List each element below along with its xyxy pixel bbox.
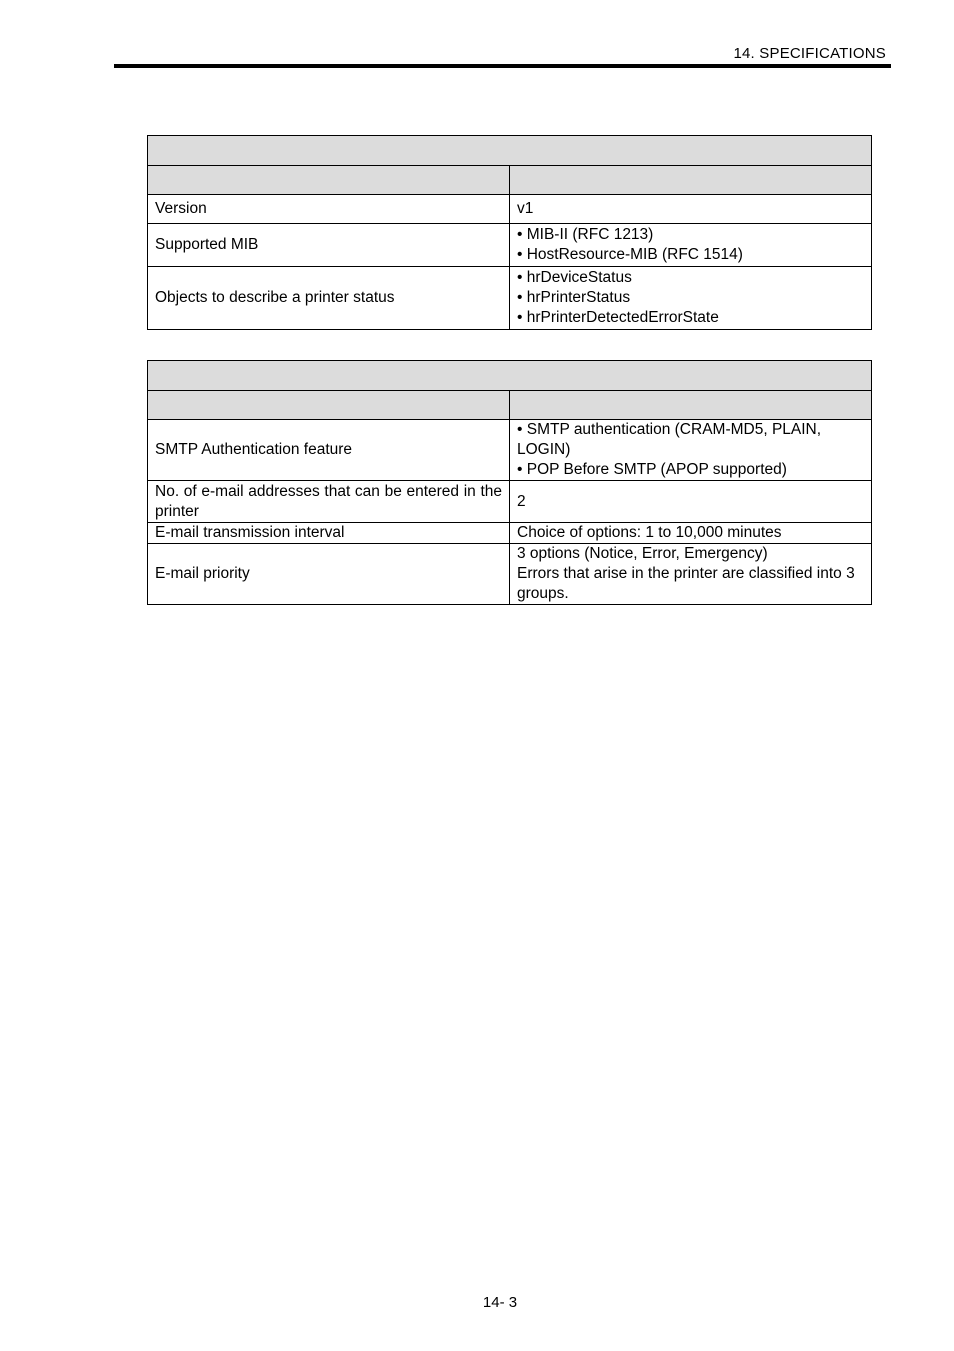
value-line: Choice of options: 1 to 10,000 minutes bbox=[517, 524, 782, 541]
email-spec-table bbox=[147, 360, 872, 605]
table-row bbox=[148, 267, 872, 330]
page-number: 14- 3 bbox=[482, 1294, 518, 1311]
row-label: Version bbox=[148, 195, 510, 224]
table-column-header-row bbox=[148, 391, 872, 420]
value-line: Errors that arise in the printer are classified into 3 groups. bbox=[517, 565, 855, 602]
column-header-item bbox=[148, 166, 510, 195]
table-row bbox=[148, 195, 872, 224]
row-value bbox=[510, 523, 872, 544]
table-row bbox=[148, 523, 872, 544]
table-row bbox=[148, 544, 872, 605]
value-line: • hrDeviceStatus bbox=[517, 269, 632, 286]
value-line: 3 options (Notice, Error, Emergency) bbox=[517, 545, 768, 562]
value-line: • hrPrinterStatus bbox=[517, 289, 631, 306]
row-value bbox=[510, 224, 872, 267]
row-label: No. of e-mail addresses that can be entered in the printer bbox=[148, 481, 510, 523]
column-header-item bbox=[148, 391, 510, 420]
table-title-row bbox=[148, 136, 872, 166]
table-title-cell bbox=[148, 136, 872, 166]
value-line: 2 bbox=[517, 492, 526, 510]
snmp-spec-table bbox=[147, 135, 872, 330]
column-header-specification bbox=[510, 391, 872, 420]
column-header-specification bbox=[510, 166, 872, 195]
table-title-cell bbox=[148, 361, 872, 391]
value-line: • HostResource-MIB (RFC 1514) bbox=[517, 246, 743, 263]
value-line: • hrPrinterDetectedErrorState bbox=[517, 309, 719, 326]
table-row bbox=[148, 481, 872, 523]
table-title-row bbox=[148, 361, 872, 391]
value-line: • SMTP authentication (CRAM-MD5, PLAIN, LOGIN) bbox=[517, 421, 822, 458]
value-line: • MIB-II (RFC 1213) bbox=[517, 226, 654, 243]
table-column-header-row bbox=[148, 166, 872, 195]
row-label: SMTP Authentication feature bbox=[148, 420, 510, 481]
row-label: E-mail transmission interval bbox=[148, 523, 510, 544]
row-value bbox=[510, 420, 872, 481]
row-value bbox=[510, 481, 872, 523]
row-label: Supported MIB bbox=[148, 224, 510, 267]
section-header: 14. SPECIFICATIONS bbox=[733, 45, 886, 62]
row-value bbox=[510, 195, 872, 224]
row-label: E-mail priority bbox=[148, 544, 510, 605]
value-line: v1 bbox=[517, 200, 534, 217]
row-label: Objects to describe a printer status bbox=[148, 267, 510, 330]
table-row bbox=[148, 420, 872, 481]
row-value bbox=[510, 544, 872, 605]
table-row bbox=[148, 224, 872, 267]
row-value bbox=[510, 267, 872, 330]
value-line: • POP Before SMTP (APOP supported) bbox=[517, 461, 787, 478]
header-rule bbox=[114, 64, 891, 68]
